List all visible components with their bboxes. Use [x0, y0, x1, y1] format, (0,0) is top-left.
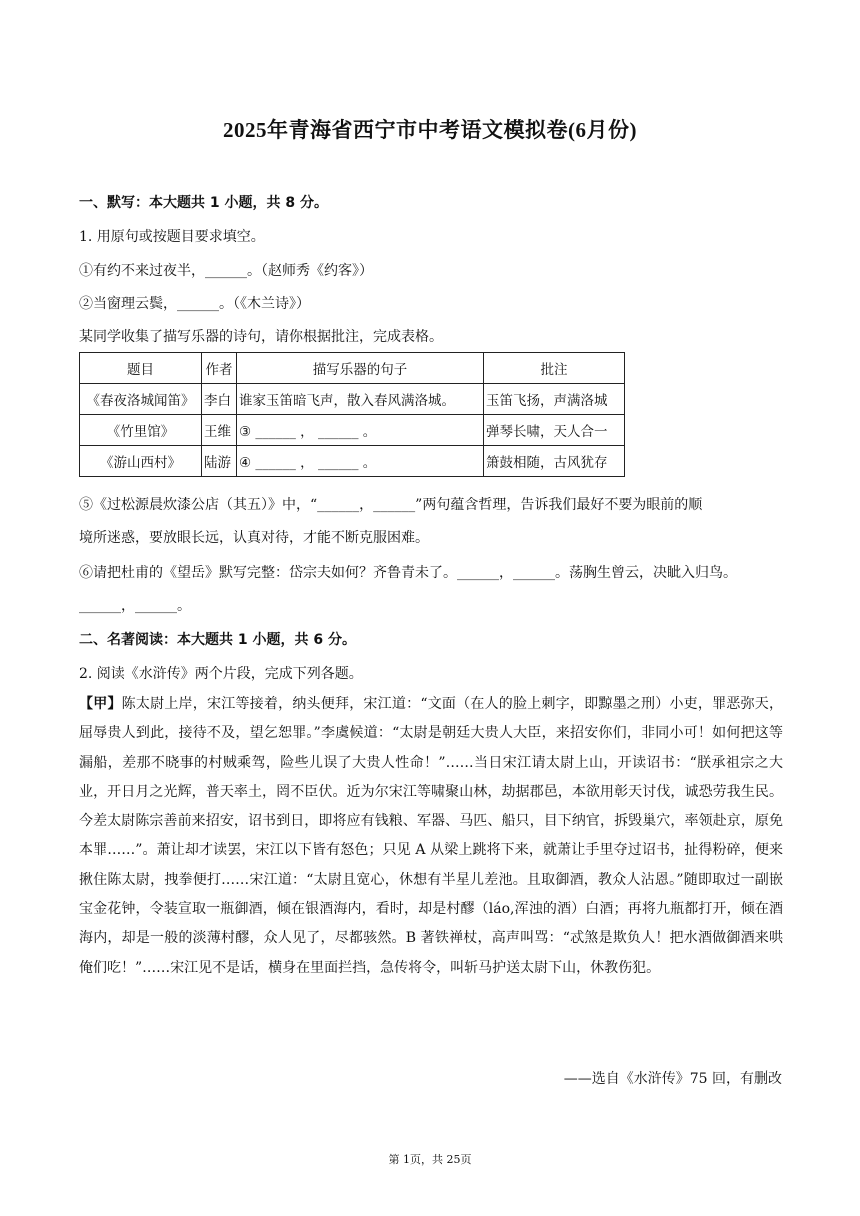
table-cell: 玉笛飞扬，声满洛城: [484, 384, 625, 415]
passage-jia: [79, 690, 783, 983]
section-2-heading: 二、名著阅读：本大题共 1 小题，共 6 分。: [79, 632, 356, 648]
table-cell: 王维: [202, 415, 237, 446]
passage-source: ——选自《水浒传》75 回，有删改: [563, 1071, 782, 1087]
table-header: 描写乐器的句子: [237, 353, 484, 384]
passage-text: 陈太尉上岸，宋江等接着，纳头便拜，宋江道：“文面（在人的脸上刺字，即黥墨之刑）小吏，罪恶弥天，屈辱贵人到此，接待不及，望乞恕罪。”李虞候道：“太尉是朝廷大贵人大臣，来招安你们，非同小可！如何把这等漏船，差那不晓事的村贼乘驾，险些儿误了大贵人性命！”……当日宋江请太尉上山，开读诏书：“朕承祖宗之大业，开日月之光辉，普天率土，罔不臣伏。近为尔宋江等啸聚山林，劫据郡邑，本欲用彰天讨伐，诚恐劳我生民。今差太尉陈宗善前来招安，诏书到日，即将应有钱粮、军器、马匹、船只，目下纳官，拆毁巢穴，率领赴京，原免本罪……”。萧让却才读罢，宋江以下皆有怒色；只见 A 从梁上跳将下来，就萧让手里夺过诏书，扯得粉碎，便来揪住陈太尉，拽拳便打……宋江道：“太尉且宽心，休想有半星儿差池。且取御酒，教众人沾恩。”随即取过一副嵌宝金花钟，令装宣取一瓶御酒，倾在银酒海内，看时，却是村醪（láo,浑浊的酒）白酒；再将九瓶都打开，倾在酒海内，却是一般的淡薄村醪，众人见了，尽都骇然。B 著铁禅杖，高声叫骂：“忒煞是欺负人！把水酒做御酒来哄俺们吃！”……宋江见不是话，横身在里面拦挡，急传将令，叫斩马护送太尉下山，休教伤犯。: [79, 696, 784, 976]
item-5-line-2: 境所迷惑，要放眼长远，认真对待，才能不断克服困难。: [79, 530, 429, 546]
instrument-poem-table: [79, 352, 625, 477]
table-header-row: [80, 353, 625, 384]
table-row: [80, 446, 625, 477]
table-cell: 李白: [202, 384, 237, 415]
table-header: 作者: [202, 353, 237, 384]
item-6-line-1: ⑥请把杜甫的《望岳》默写完整：岱宗夫如何？齐鲁青未了。______，______。荡胸生曾云，决眦入归鸟。: [79, 565, 737, 581]
table-cell: 谁家玉笛暗飞声，散入春风满洛城。: [237, 384, 484, 415]
table-cell: 《竹里馆》: [80, 415, 202, 446]
item-2: ②当窗理云鬓，______。（《木兰诗》）: [79, 296, 310, 312]
item-6-line-2: ______，______。: [79, 598, 191, 614]
page-footer: 第 1页，共 25页: [388, 1153, 472, 1166]
table-cell: ④ ______ ， ______ 。: [237, 446, 484, 477]
question-1: 1. 用原句或按题目要求填空。: [79, 229, 265, 245]
section-1-heading: 一、默写：本大题共 1 小题，共 8 分。: [79, 195, 328, 211]
question-2: 2. 阅读《水浒传》两个片段，完成下列各题。: [79, 666, 363, 682]
table-cell: 弹琴长啸，天人合一: [484, 415, 625, 446]
table-row: [80, 415, 625, 446]
table-cell: 《游山西村》: [80, 446, 202, 477]
table-cell: 陆游: [202, 446, 237, 477]
item-1: ①有约不来过夜半，______。（赵师秀《约客》）: [79, 263, 373, 279]
passage-label: 【甲】: [79, 696, 122, 712]
table-row: [80, 384, 625, 415]
table-cell: ③ ______ ， ______ 。: [237, 415, 484, 446]
table-cell: 《春夜洛城闻笛》: [80, 384, 202, 415]
table-cell: 箫鼓相随，古风犹存: [484, 446, 625, 477]
table-header: 批注: [484, 353, 625, 384]
page-title: 2025年青海省西宁市中考语文模拟卷(6月份): [223, 118, 637, 142]
table-intro: 某同学收集了描写乐器的诗句，请你根据批注，完成表格。: [79, 329, 443, 345]
item-5-line-1: ⑤《过松源晨炊漆公店（其五）》中，“______，______”两句蕴含哲理，告诉我们最好不要为眼前的顺: [79, 497, 703, 513]
table-header: 题目: [80, 353, 202, 384]
